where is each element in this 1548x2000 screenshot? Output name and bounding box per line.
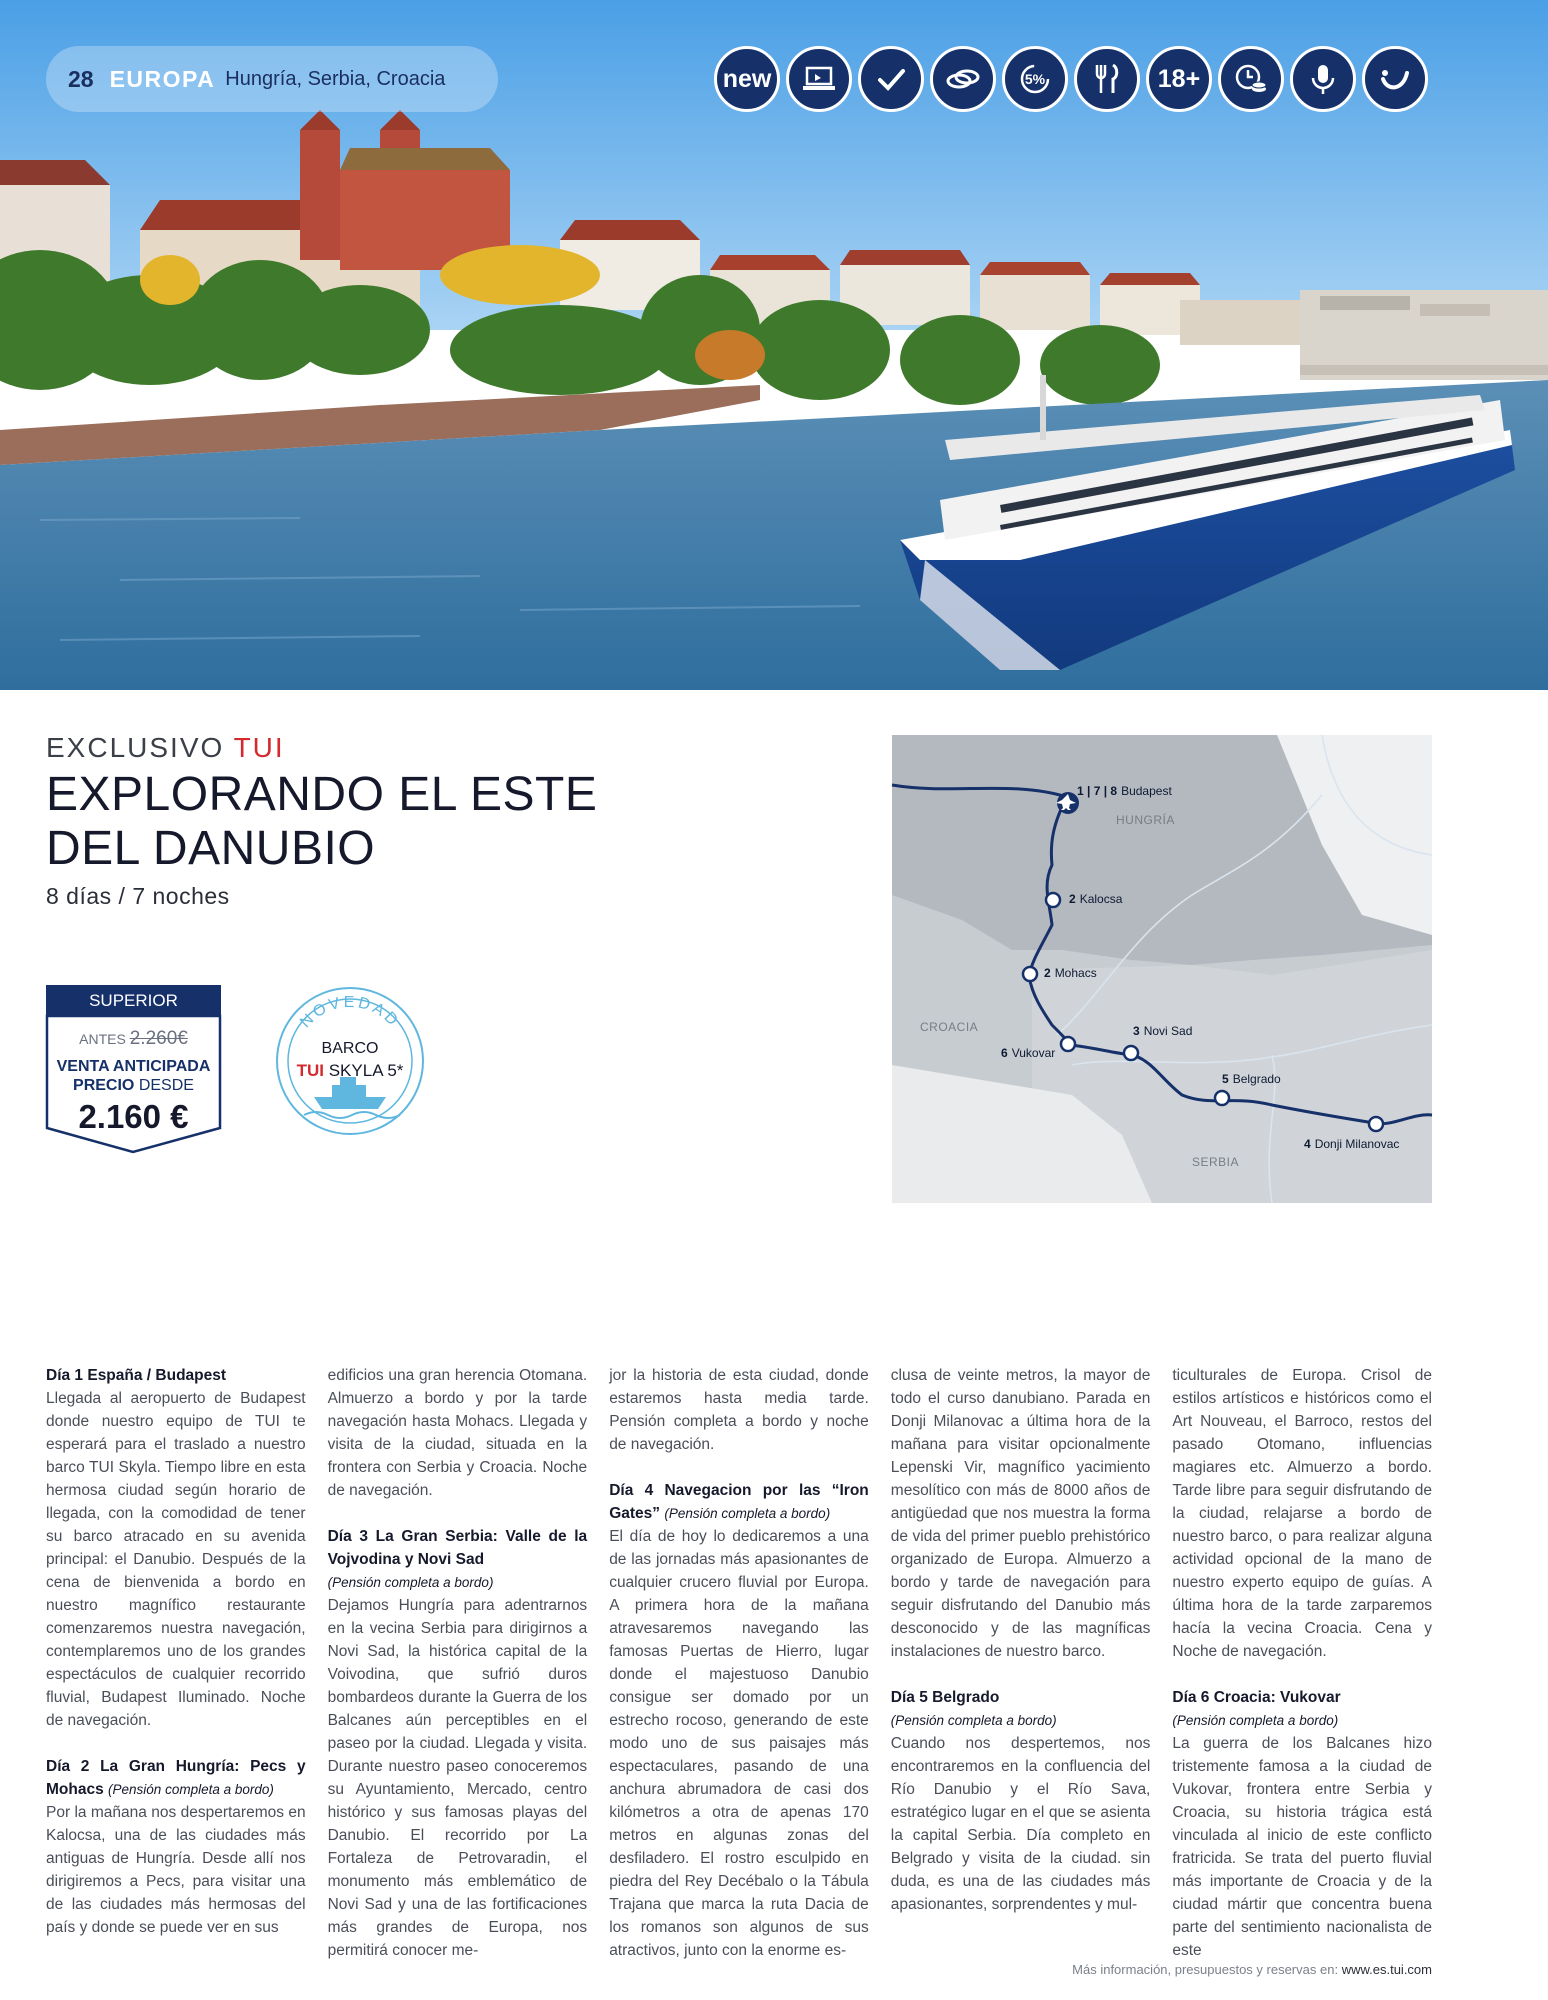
before-amount: 2.260€ bbox=[129, 1028, 188, 1049]
day-2-text-cont: edificios una gran herencia Otomana. Almuerzo a bordo y por la tarde navegación hasta Mohacs. Llegada y visita de la ciudad, situada en la frontera con Serbia y Croacia. Noche de navegación. bbox=[327, 1367, 588, 1499]
price-from-label bbox=[46, 1077, 221, 1095]
ship-name bbox=[274, 1061, 426, 1081]
day-3-board: (Pensión completa a bordo) bbox=[327, 1575, 494, 1590]
route-map-graphic bbox=[892, 735, 1432, 1203]
day-4-text: El día de hoy lo dedicaremos a una de las jornadas más apasionantes de cualquier crucero fluvial por Europa. A primera hora de la mañana atravesaremos navegando las famosas Puertas de Hierro, lugar donde el majestuoso Danubio consigue ser domado por un estrecho rocoso, generando de este modo uno de sus paisajes más espectaculares, pasando de una anchura abrumadora de casi dos kilómetros a otra de apenas 170 metros en algunas zonas del desfiladero. El rostro esculpido en piedra del Rey Decébalo o la Tábula Trajana que marca la ruta Dacia de los romanos son algunos de sus atractivos, junto con la enorme es- bbox=[609, 1528, 869, 1959]
svg-text:5%: 5% bbox=[1024, 71, 1046, 87]
novedad-badge bbox=[274, 985, 426, 1137]
novedad-ring-text: NOVEDAD bbox=[297, 993, 403, 1032]
before-price bbox=[46, 1028, 221, 1050]
before-label: ANTES bbox=[79, 1031, 126, 1047]
rings-icon bbox=[930, 46, 996, 112]
itinerary-column-3 bbox=[609, 1364, 869, 1959]
day-4-text-cont: clusa de veinte metros, la mayor de todo el curso danubiano. Parada en Donji Milanovac a última hora de la mañana para visitar opcionalmente Lepenski Vir, magnífico yacimiento mesolítico con más de 8000 años de antigüedad que nos muestra la forma de vida del primer pueblo prehistórico organizado de Europa. Almuerzo a bordo y tarde de navegación para seguir disfrutando del Danubio más desconocido y de las magníficas instalaciones de nuestro barco. bbox=[890, 1367, 1151, 1660]
day-5-title: Día 5 Belgrado bbox=[890, 1689, 1000, 1706]
map-stop-novi-sad: 3 Novi Sad bbox=[1133, 1024, 1193, 1038]
region-label: EUROPA bbox=[109, 65, 216, 92]
kicker bbox=[46, 732, 285, 764]
day-2-title: Día 2 La Gran Hungría: Pecs y Mohacs (Pensión completa a bordo) bbox=[46, 1758, 306, 1798]
day-6-board: (Pensión completa a bordo) bbox=[1172, 1713, 1339, 1728]
category-label: SUPERIOR bbox=[46, 985, 221, 1016]
trip-duration: 8 días / 7 noches bbox=[46, 883, 230, 909]
clock-coins-icon bbox=[1218, 46, 1284, 112]
ship-model: SKYLA 5* bbox=[324, 1061, 404, 1080]
map-stop-mohacs: 2 Mohacs bbox=[1044, 966, 1097, 980]
itinerary bbox=[46, 1364, 1432, 1959]
kicker-text: EXCLUSIVO bbox=[46, 732, 225, 763]
page-title: EXPLORANDO EL ESTE DEL DANUBIO bbox=[46, 768, 598, 875]
route-map bbox=[892, 735, 1432, 1203]
itinerary-column-4 bbox=[891, 1364, 1151, 1946]
footer bbox=[1072, 1962, 1432, 1977]
map-country-serbia: SERBIA bbox=[1192, 1155, 1240, 1169]
laptop-icon bbox=[786, 46, 852, 112]
day-2-text: Por la mañana nos despertaremos en Kalocsa, una de las ciudades más antiguas de Hungría. Desde allí nos dirigiremos a Pecs, para visitar una de las ciudades más hermosas del país y donde se puede ver en sus bbox=[46, 1804, 306, 1936]
tui-smile-icon bbox=[1362, 46, 1428, 112]
itinerary-column-2 bbox=[327, 1364, 588, 1959]
countries-label: Hungría, Serbia, Croacia bbox=[225, 67, 446, 90]
microphone-icon bbox=[1290, 46, 1356, 112]
adults-18-icon: 18+ bbox=[1146, 46, 1212, 112]
day-1-title: Día 1 España / Budapest bbox=[46, 1367, 227, 1384]
day-5-text-cont: ticulturales de Europa. Crisol de estilos artísticos e históricos como el Art Nouveau, el Barroco, restos del pasado Otomano, influencias magiares etc. Almuerzo a bordo. Tarde libre para seguir disfrutando de la ciudad, relajarse a bordo de nuestro barco, o para realizar alguna actividad opcional de la mano de nuestro experto equipo de guías. A última hora de la tarde zarparemos hacía la vecina Croacia. Cena y Noche de navegación. bbox=[1172, 1367, 1432, 1660]
novedad-barco: BARCO bbox=[321, 1040, 379, 1057]
price-from-bold: PRECIO bbox=[73, 1077, 135, 1094]
map-country-croacia: CROACIA bbox=[920, 1020, 979, 1034]
day-3-text-cont: jor la historia de esta ciudad, donde estaremos hasta media tarde. Pensión completa a bordo y noche de navegación. bbox=[609, 1367, 869, 1453]
day-6-title: Día 6 Croacia: Vukovar bbox=[1172, 1689, 1341, 1706]
map-stop-budapest: 1 | 7 | 8 Budapest bbox=[1077, 784, 1172, 798]
ship-brand: TUI bbox=[296, 1061, 324, 1080]
page-number: 28 bbox=[68, 65, 94, 92]
day-4-title: Día 4 Navegacion por las “Iron Gates” (Pensión completa a bordo) bbox=[609, 1482, 869, 1522]
itinerary-column-5 bbox=[1172, 1364, 1432, 1959]
checkmark-icon bbox=[858, 46, 924, 112]
hero-image bbox=[0, 0, 1548, 690]
map-stop-donji-milanovac: 4 Donji Milanovac bbox=[1304, 1137, 1400, 1151]
map-stop-belgrado: 5 Belgrado bbox=[1222, 1072, 1281, 1086]
itinerary-column-1 bbox=[46, 1364, 306, 1946]
cutlery-icon bbox=[1074, 46, 1140, 112]
map-stop-vukovar: 6 Vukovar bbox=[1001, 1046, 1056, 1060]
map-country-hungria: HUNGRÍA bbox=[1116, 813, 1175, 827]
footer-link[interactable]: www.es.tui.com bbox=[1341, 1962, 1432, 1977]
price-badge-body bbox=[46, 1016, 221, 1153]
map-stop-kalocsa: 2 Kalocsa bbox=[1069, 892, 1123, 906]
day-5-text: Cuando nos despertemos, nos encontraremos en la confluencia del Río Danubio y el Río Sava, estratégico lugar en el que se asienta la capital Serbia. Día completo en Belgrado y visita de la ciudad. sin duda, es una de las ciudades más apasionantes, sorprendentes y mul- bbox=[890, 1735, 1151, 1913]
day-3-title: Día 3 La Gran Serbia: Valle de la Vojvodina y Novi Sad bbox=[327, 1528, 588, 1568]
day-5-board: (Pensión completa a bordo) bbox=[890, 1713, 1057, 1728]
breadcrumb bbox=[46, 46, 498, 112]
feature-icons bbox=[714, 46, 1428, 112]
day-6-text: La guerra de los Balcanes hizo tristemente famosa a la ciudad de Vukovar, frontera entre Serbia y Croacia, su historia trágica está vinculada al inicio de este conflicto fratricida. Se trata del puerto fluvial más importante de Croacia y de la ciudad mártir que concentra buena parte del sentimiento nacionalista de este bbox=[1172, 1735, 1432, 1959]
discount-5-icon bbox=[1002, 46, 1068, 112]
new-icon: new bbox=[714, 46, 780, 112]
kicker-brand: TUI bbox=[233, 732, 285, 763]
footer-text: Más información, presupuestos y reservas en: bbox=[1072, 1962, 1339, 1977]
presale-label: VENTA ANTICIPADA bbox=[56, 1058, 211, 1075]
price-badge bbox=[46, 985, 221, 1153]
price-amount: 2.160 € bbox=[78, 1098, 189, 1135]
day-1-text: Llegada al aeropuerto de Budapest donde nuestro equipo de TUI te esperará para el traslado a nuestro barco TUI Skyla. Tiempo libre en esta hermosa ciudad según horario de llegada, con la comodidad de tener su barco atracado en su avenida principal: el Danubio. Después de la cena de bienvenida a bordo en nuestro magnífico restaurante comenzaremos nuestra navegación, contemplaremos uno de los grandes espectáculos de cualquier recorrido fluvial, Budapest Iluminado. Noche de navegación. bbox=[46, 1390, 306, 1729]
day-3-text: Dejamos Hungría para adentrarnos en la vecina Serbia para dirigirnos a Novi Sad, la histórica capital de la Voivodina, que sufrió duros bombardeos durante la Guerra de los Balcanes aún perceptibles en el paseo por la ciudad. Llegada y visita. Durante nuestro paseo conoceremos su Ayuntamiento, Mercado, centro histórico y sus famosas playas del Danubio. El recorrido por La Fortaleza de Petrovaradin, el monumento más emblemático de Novi Sad y una de las fortificaciones más grandes de Europa, nos permitirá conocer me- bbox=[327, 1597, 588, 1959]
price-from-light: DESDE bbox=[134, 1077, 194, 1094]
